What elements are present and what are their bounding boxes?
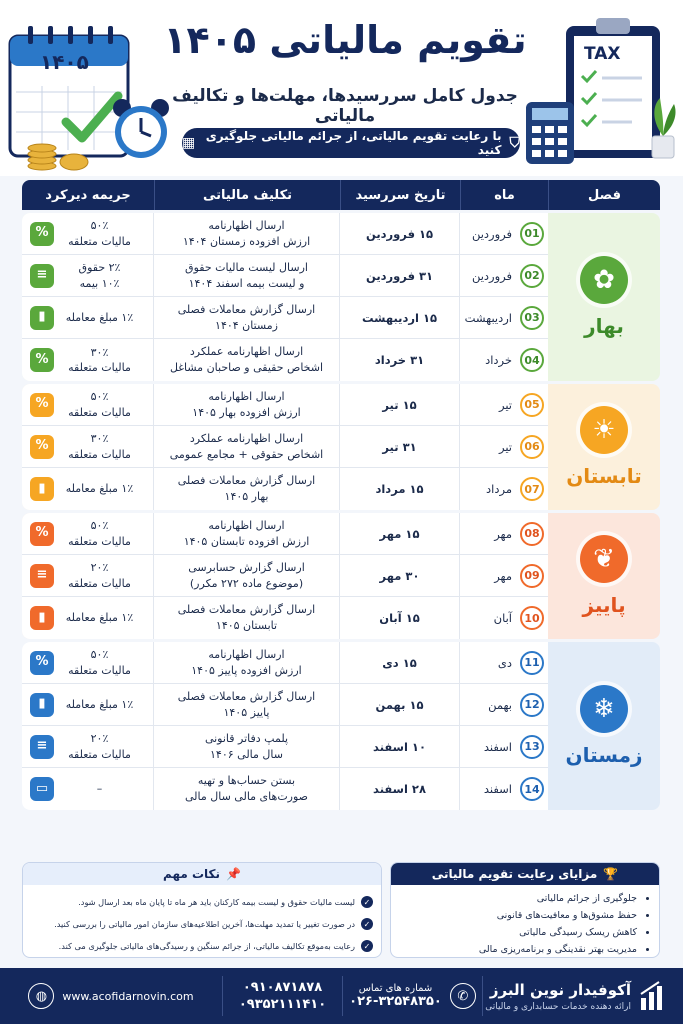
penalty-cell bbox=[22, 468, 154, 510]
penalty-cell bbox=[22, 213, 154, 254]
month-name: مهر bbox=[494, 526, 512, 541]
benefit-item: • جلوگیری از جرائم مالیاتی bbox=[399, 890, 637, 907]
notes-header bbox=[23, 863, 381, 885]
notes-title: نکات مهم bbox=[163, 867, 221, 881]
season-label bbox=[548, 213, 660, 381]
penalty-icon: % bbox=[30, 348, 54, 372]
info-boxes bbox=[22, 862, 660, 958]
brand-tagline: ارائه دهنده خدمات حسابداری و مالیاتی bbox=[485, 1001, 631, 1012]
plant-icon bbox=[646, 92, 680, 162]
benefit-item: • حفظ مشوق‌ها و معافیت‌های قانونی bbox=[399, 907, 637, 924]
month-name: خرداد bbox=[485, 353, 512, 367]
task-line-1: ارسال گزارش معاملات فصلی bbox=[177, 302, 316, 316]
penalty-line-1: – bbox=[96, 782, 103, 796]
header-date: تاریخ سررسید bbox=[340, 180, 460, 210]
penalty-icon: ≡ bbox=[30, 264, 54, 288]
table-row bbox=[22, 297, 548, 339]
row-number: 04 bbox=[520, 348, 544, 372]
penalty-cell bbox=[22, 339, 154, 381]
penalty-cell bbox=[22, 768, 154, 810]
month-cell bbox=[460, 222, 548, 246]
penalty-line-1: ۱٪ مبلغ معامله bbox=[65, 697, 134, 711]
task-line-2: اشخاص حقیقی و صاحبان مشاغل bbox=[169, 361, 324, 374]
note-text: لیست مالیات حقوق و لیست بیمه کارکنان باید هر ماه تا پایان ماه بعد ارسال شود. bbox=[78, 897, 355, 907]
calendar-small-icon: ▦ bbox=[182, 135, 196, 151]
phone-number[interactable]: ۰۲۶-۳۲۵۴۸۳۵۰ bbox=[349, 994, 442, 1009]
benefit-item: • کاهش ریسک رسیدگی مالیاتی bbox=[399, 924, 637, 941]
penalty-cell bbox=[22, 642, 154, 683]
task-cell bbox=[154, 384, 340, 425]
penalty-icon: ≡ bbox=[30, 564, 54, 588]
footer-mobiles bbox=[223, 976, 343, 1016]
table-body bbox=[22, 213, 660, 810]
task-line-2: بهار ۱۴۰۵ bbox=[224, 490, 269, 503]
task-cell bbox=[154, 513, 340, 554]
penalty-line-1: ۵۰٪ bbox=[90, 519, 109, 533]
row-number: 01 bbox=[520, 222, 544, 246]
tax-calendar-table bbox=[22, 180, 660, 810]
task-line-2: ارزش افزوده تابستان ۱۴۰۵ bbox=[183, 534, 310, 548]
brand-logo-icon bbox=[639, 980, 667, 1012]
row-number: 13 bbox=[520, 735, 544, 759]
month-cell bbox=[460, 435, 548, 459]
row-number: 06 bbox=[520, 435, 544, 459]
phone-label: شماره های تماس bbox=[358, 983, 433, 994]
table-row bbox=[22, 597, 548, 639]
month-cell bbox=[460, 348, 548, 372]
due-date: ۱۵ فروردین bbox=[340, 213, 460, 254]
note-text: رعایت به‌موقع تکالیف مالیاتی، از جرائم سنگین و رسیدگی‌های مالیاتی جلوگیری می کند. bbox=[58, 941, 355, 951]
penalty-line-2: مالیات متعلقه bbox=[68, 747, 131, 761]
task-line-1: ارسال اظهارنامه عملکرد bbox=[189, 431, 304, 445]
task-cell bbox=[154, 726, 340, 767]
penalty-line-1: ۱٪ مبلغ معامله bbox=[65, 482, 134, 496]
due-date: ۳۱ فروردین bbox=[340, 255, 460, 296]
penalty-line-2: مالیات متعلقه bbox=[68, 534, 131, 548]
month-cell bbox=[460, 264, 548, 288]
task-cell bbox=[154, 468, 340, 510]
brand-name: آکوفیدار نوین البرز bbox=[489, 980, 631, 999]
penalty-line-2: مالیات متعلقه bbox=[68, 234, 131, 248]
penalty-cell bbox=[22, 384, 154, 425]
season-name: پاییز bbox=[582, 593, 626, 617]
penalty-cell bbox=[22, 555, 154, 596]
header-month: ماه bbox=[460, 180, 548, 210]
task-line-2: صورت‌های مالی سال مالی bbox=[184, 790, 309, 803]
penalty-line-1: ۳۰٪ bbox=[90, 345, 109, 359]
month-name: فروردین bbox=[471, 268, 512, 283]
task-line-1: ارسال اظهارنامه عملکرد bbox=[189, 345, 304, 359]
notes-list bbox=[23, 885, 381, 957]
penalty-icon: ▮ bbox=[30, 606, 54, 630]
row-number: 05 bbox=[520, 393, 544, 417]
check-icon: ✓ bbox=[361, 918, 373, 930]
row-number: 09 bbox=[520, 564, 544, 588]
due-date: ۲۸ اسفند bbox=[340, 768, 460, 810]
task-cell bbox=[154, 684, 340, 725]
penalty-cell bbox=[22, 597, 154, 639]
task-cell bbox=[154, 297, 340, 338]
task-line-1: بستن حساب‌ها و تهیه bbox=[197, 774, 296, 788]
month-cell bbox=[460, 651, 548, 675]
penalty-icon: % bbox=[30, 222, 54, 246]
task-line-1: ارسال اظهارنامه bbox=[208, 647, 285, 661]
task-line-1: پلمپ دفاتر قانونی bbox=[204, 731, 289, 745]
page-subtitle: جدول کامل سررسیدها، مهلت‌ها و تکالیف مالیاتی bbox=[172, 86, 518, 126]
task-line-2: ارزش افزوده زمستان ۱۴۰۴ bbox=[182, 234, 311, 248]
header-task: تکلیف مالیاتی bbox=[154, 180, 340, 210]
due-date: ۱۵ آبان bbox=[340, 597, 460, 639]
month-cell bbox=[460, 393, 548, 417]
mobile-number-2[interactable]: ۰۹۳۵۲۱۱۱۴۱۰ bbox=[238, 997, 327, 1012]
task-line-1: ارسال گزارش حسابرسی bbox=[188, 560, 305, 574]
penalty-line-1: ۲۰٪ bbox=[90, 561, 109, 575]
task-line-2: اشخاص حقوقی + مجامع عمومی bbox=[169, 447, 324, 461]
season-name: زمستان bbox=[565, 743, 643, 767]
task-line-2: تابستان ۱۴۰۵ bbox=[215, 619, 278, 632]
info-pill bbox=[182, 128, 520, 158]
page-title: تقویم مالیاتی ۱۴۰۵ bbox=[163, 18, 527, 62]
due-date: ۱۰ اسفند bbox=[340, 726, 460, 767]
snowflake-icon: ❄ bbox=[580, 685, 628, 733]
penalty-line-1: ۱٪ مبلغ معامله bbox=[65, 611, 134, 625]
task-line-1: ارسال گزارش معاملات فصلی bbox=[177, 689, 316, 703]
season-rows bbox=[22, 642, 548, 810]
season-label bbox=[548, 384, 660, 510]
note-item bbox=[31, 891, 373, 913]
season-autumn bbox=[22, 513, 660, 639]
task-cell bbox=[154, 339, 340, 381]
header-penalty: جریمه دیرکرد bbox=[45, 187, 131, 203]
penalty-line-2: مالیات متعلقه bbox=[68, 361, 131, 374]
notes-box bbox=[22, 862, 382, 958]
due-date: ۳۱ خرداد bbox=[340, 339, 460, 381]
row-number: 11 bbox=[520, 651, 544, 675]
table-row bbox=[22, 642, 548, 684]
penalty-icon: ▮ bbox=[30, 306, 54, 330]
info-pill-text: با رعایت تقویم مالیاتی، از جرائم مالیاتی جلوگیری کنید bbox=[205, 129, 502, 157]
penalty-line-1: ۵۰٪ bbox=[90, 390, 109, 404]
table-row bbox=[22, 555, 548, 597]
maple-leaf-icon: ❦ bbox=[580, 535, 628, 583]
task-cell bbox=[154, 426, 340, 467]
task-line-1: ارسال گزارش معاملات فصلی bbox=[177, 603, 316, 617]
benefits-list bbox=[391, 885, 659, 958]
task-line-2: پاییز ۱۴۰۵ bbox=[223, 705, 270, 719]
benefits-title: مزایای رعایت تقویم مالیاتی bbox=[431, 867, 598, 881]
note-item bbox=[31, 935, 373, 957]
penalty-line-1: ۵۰٪ bbox=[90, 648, 109, 662]
penalty-line-1: ۱٪ مبلغ معامله bbox=[65, 310, 134, 324]
task-line-1: ارسال اظهارنامه bbox=[208, 518, 285, 532]
mobile-number-1[interactable]: ۰۹۱۰۸۷۱۸۷۸ bbox=[242, 980, 323, 995]
note-text: در صورت تغییر یا تمدید مهلت‌ها، آخرین اطلاعیه‌های سازمان امور مالیاتی را بررسی کنید. bbox=[54, 919, 355, 929]
footer-phone bbox=[343, 976, 483, 1016]
penalty-icon: ▮ bbox=[30, 477, 54, 501]
penalty-line-1: ۳۰٪ bbox=[90, 432, 109, 446]
month-name: دی bbox=[497, 655, 512, 670]
season-label bbox=[548, 642, 660, 810]
table-row bbox=[22, 726, 548, 768]
table-row bbox=[22, 255, 548, 297]
trophy-icon: 🏆 bbox=[603, 867, 619, 881]
footer-website bbox=[0, 976, 223, 1016]
footer-brand bbox=[483, 980, 683, 1012]
month-cell bbox=[460, 606, 548, 630]
due-date: ۱۵ اردیبهشت bbox=[340, 297, 460, 338]
month-cell bbox=[460, 693, 548, 717]
task-cell bbox=[154, 597, 340, 639]
row-number: 12 bbox=[520, 693, 544, 717]
task-line-2: زمستان ۱۴۰۴ bbox=[215, 318, 278, 332]
penalty-cell bbox=[22, 297, 154, 338]
row-number: 07 bbox=[520, 477, 544, 501]
table-row bbox=[22, 684, 548, 726]
season-label bbox=[548, 513, 660, 639]
penalty-icon: % bbox=[30, 651, 54, 675]
penalty-line-2: مالیات متعلقه bbox=[68, 447, 131, 461]
penalty-line-2: مالیات متعلقه bbox=[68, 576, 131, 590]
season-spring bbox=[22, 213, 660, 381]
table-row bbox=[22, 384, 548, 426]
due-date: ۱۵ تیر bbox=[340, 384, 460, 425]
season-summer bbox=[22, 384, 660, 510]
penalty-line-2: ۱۰٪ بیمه bbox=[79, 276, 120, 290]
penalty-line-2: مالیات متعلقه bbox=[68, 405, 131, 419]
phone-icon: ✆ bbox=[450, 983, 476, 1009]
task-cell bbox=[154, 768, 340, 810]
penalty-line-1: ۵۰٪ bbox=[90, 219, 109, 233]
season-rows bbox=[22, 384, 548, 510]
month-cell bbox=[460, 777, 548, 801]
month-name: فروردین bbox=[471, 226, 512, 241]
table-row bbox=[22, 339, 548, 381]
season-rows bbox=[22, 213, 548, 381]
table-row bbox=[22, 513, 548, 555]
due-date: ۳۱ تیر bbox=[340, 426, 460, 467]
task-cell bbox=[154, 555, 340, 596]
task-line-2: (موضوع ماده ۲۷۲ مکرر) bbox=[189, 576, 304, 590]
penalty-cell bbox=[22, 684, 154, 725]
footer bbox=[0, 968, 683, 1024]
task-line-2: سال مالی ۱۴۰۶ bbox=[210, 747, 283, 761]
month-cell bbox=[460, 306, 548, 330]
table-row bbox=[22, 468, 548, 510]
task-line-1: ارسال لیست مالیات حقوق bbox=[185, 260, 308, 274]
season-name: تابستان bbox=[566, 464, 642, 488]
task-line-2: و لیست بیمه اسفند ۱۴۰۴ bbox=[188, 276, 305, 290]
benefits-box bbox=[390, 862, 660, 958]
sun-icon: ☀ bbox=[580, 406, 628, 454]
month-name: اردیبهشت bbox=[464, 310, 512, 325]
month-name: اسفند bbox=[483, 739, 512, 754]
month-cell bbox=[460, 735, 548, 759]
header-season: فصل bbox=[548, 180, 660, 210]
row-number: 08 bbox=[520, 522, 544, 546]
penalty-cell bbox=[22, 726, 154, 767]
season-rows bbox=[22, 513, 548, 639]
season-name: بهار bbox=[584, 314, 624, 338]
penalty-icon: ▮ bbox=[30, 693, 54, 717]
penalty-icon: % bbox=[30, 393, 54, 417]
month-name: تیر bbox=[498, 397, 512, 412]
check-icon: ✓ bbox=[361, 896, 373, 908]
penalty-line-1: ۲۰٪ bbox=[90, 732, 109, 746]
penalty-cell bbox=[22, 255, 154, 296]
task-cell bbox=[154, 213, 340, 254]
row-number: 10 bbox=[520, 606, 544, 630]
due-date: ۱۵ مهر bbox=[340, 513, 460, 554]
row-number: 03 bbox=[520, 306, 544, 330]
task-line-2: ارزش افزوده پاییز ۱۴۰۵ bbox=[191, 663, 302, 677]
task-line-1: ارسال اظهارنامه bbox=[208, 218, 285, 232]
penalty-cell bbox=[22, 426, 154, 467]
due-date: ۳۰ مهر bbox=[340, 555, 460, 596]
month-cell bbox=[460, 522, 548, 546]
season-winter bbox=[22, 642, 660, 810]
table-row bbox=[22, 213, 548, 255]
task-line-2: ارزش افزوده بهار ۱۴۰۵ bbox=[192, 405, 301, 419]
website-link[interactable]: www.acofidarnovin.com bbox=[62, 989, 194, 1003]
benefit-item: • مدیریت بهتر نقدینگی و برنامه‌ریزی مالی bbox=[399, 941, 637, 958]
calendar-year: ۱۴۰۵ bbox=[40, 50, 89, 74]
table-row bbox=[22, 426, 548, 468]
task-line-1: ارسال اظهارنامه bbox=[208, 389, 285, 403]
flower-icon: ✿ bbox=[580, 256, 628, 304]
header bbox=[0, 0, 683, 176]
table-header bbox=[22, 180, 660, 210]
due-date: ۱۵ دی bbox=[340, 642, 460, 683]
month-name: مهر bbox=[494, 568, 512, 583]
month-cell bbox=[460, 477, 548, 501]
penalty-cell bbox=[22, 513, 154, 554]
check-icon: ✓ bbox=[361, 940, 373, 952]
note-item bbox=[31, 913, 373, 935]
table-row bbox=[22, 768, 548, 810]
month-name: اسفند bbox=[483, 782, 512, 796]
month-name: آبان bbox=[493, 611, 512, 625]
penalty-icon: ≡ bbox=[30, 735, 54, 759]
task-cell bbox=[154, 642, 340, 683]
benefits-header bbox=[391, 863, 659, 885]
month-name: مرداد bbox=[486, 482, 512, 496]
penalty-icon: ▭ bbox=[30, 777, 54, 801]
due-date: ۱۵ بهمن bbox=[340, 684, 460, 725]
tax-sign: TAX bbox=[584, 44, 621, 64]
penalty-line-2: مالیات متعلقه bbox=[68, 663, 131, 677]
coins-icon bbox=[24, 136, 94, 172]
month-cell bbox=[460, 564, 548, 588]
penalty-line-1: ۲٪ حقوق bbox=[78, 261, 121, 275]
pin-icon: 📌 bbox=[226, 867, 241, 881]
row-number: 02 bbox=[520, 264, 544, 288]
task-cell bbox=[154, 255, 340, 296]
task-line-1: ارسال گزارش معاملات فصلی bbox=[177, 474, 316, 488]
penalty-icon: % bbox=[30, 522, 54, 546]
shield-icon: ⛉ bbox=[509, 135, 520, 151]
due-date: ۱۵ مرداد bbox=[340, 468, 460, 510]
month-name: تیر bbox=[498, 439, 512, 454]
row-number: 14 bbox=[520, 777, 544, 801]
month-name: بهمن bbox=[488, 697, 512, 712]
penalty-icon: % bbox=[30, 435, 54, 459]
globe-icon: ◍ bbox=[28, 983, 54, 1009]
